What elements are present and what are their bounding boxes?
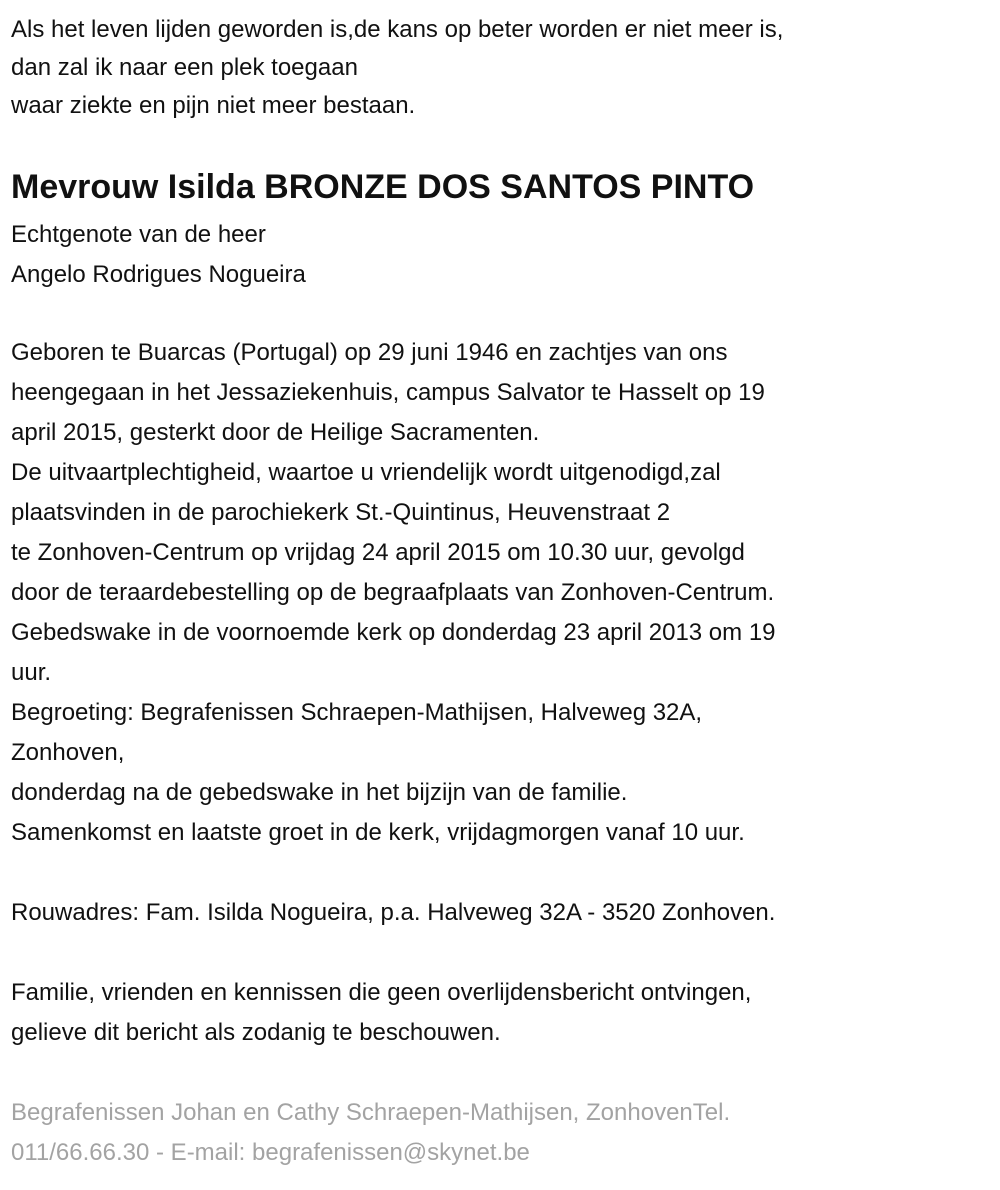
body-line: te Zonhoven-Centrum op vrijdag 24 april 2015 om 10.30 uur, gevolgd — [11, 539, 745, 566]
notice-line: gelieve dit bericht als zodanig te beschouwen. — [11, 1019, 501, 1046]
body-line: Begroeting: Begrafenissen Schraepen-Mathijsen, Halveweg 32A, — [11, 699, 703, 726]
body-line: uur. — [11, 659, 52, 686]
body-line: april 2015, gesterkt door de Heilige Sacramenten. — [11, 419, 540, 446]
body-line: door de teraardebestelling op de begraafplaats van Zonhoven-Centrum. — [11, 579, 775, 606]
deceased-name-title: Mevrouw Isilda BRONZE DOS SANTOS PINTO — [11, 168, 755, 206]
body-line: plaatsvinden in de parochiekerk St.-Quintinus, Heuvenstraat 2 — [11, 499, 671, 526]
poem-line: Als het leven lijden geworden is,de kans op beter worden er niet meer is, — [11, 16, 784, 43]
body-line: heengegaan in het Jessaziekenhuis, campus Salvator te Hasselt op 19 — [11, 379, 765, 406]
body-line: Samenkomst en laatste groet in de kerk, vrijdagmorgen vanaf 10 uur. — [11, 819, 745, 846]
body-line: donderdag na de gebedswake in het bijzijn van de familie. — [11, 779, 628, 806]
footer-line: Begrafenissen Johan en Cathy Schraepen-Mathijsen, ZonhovenTel. — [11, 1099, 731, 1126]
funeral-home-footer — [11, 1093, 776, 1166]
announcement-body — [11, 333, 776, 1166]
poem-line: dan zal ik naar een plek toegaan — [11, 54, 358, 81]
body-line: Zonhoven, — [11, 739, 125, 766]
spouse-line: Angelo Rodrigues Nogueira — [11, 261, 306, 288]
poem — [11, 11, 783, 125]
body-line: Geboren te Buarcas (Portugal) op 29 juni 1946 en zachtjes van ons — [11, 339, 728, 366]
body-line: De uitvaartplechtigheid, waartoe u vriendelijk wordt uitgenodigd,zal — [11, 459, 721, 486]
footer-line: 011/66.66.30 - E-mail: begrafenissen@skynet.be — [11, 1139, 530, 1166]
mourning-address: Rouwadres: Fam. Isilda Nogueira, p.a. Halveweg 32A - 3520 Zonhoven. — [11, 899, 776, 926]
spouse-info — [11, 215, 306, 295]
poem-line: waar ziekte en pijn niet meer bestaan. — [11, 92, 416, 119]
notice-line: Familie, vrienden en kennissen die geen overlijdensbericht ontvingen, — [11, 979, 752, 1006]
spouse-line: Echtgenote van de heer — [11, 221, 266, 248]
body-line: Gebedswake in de voornoemde kerk op donderdag 23 april 2013 om 19 — [11, 619, 776, 646]
